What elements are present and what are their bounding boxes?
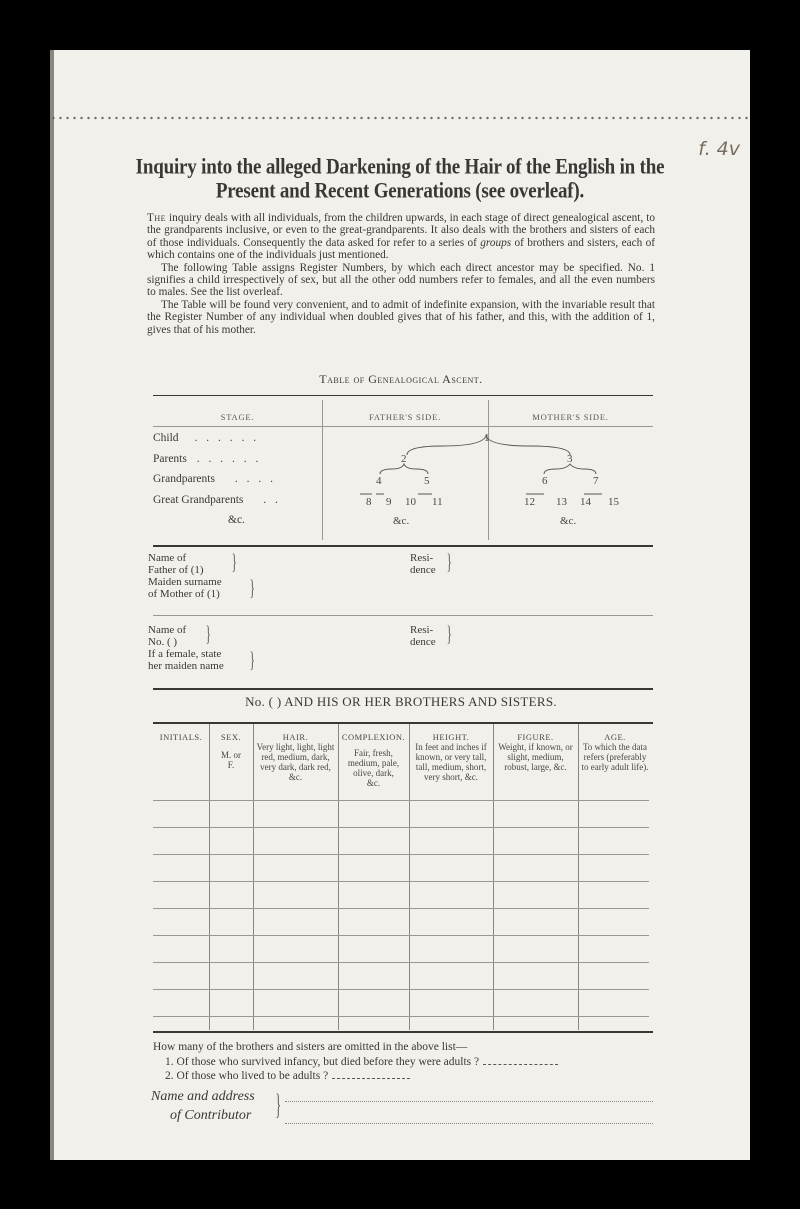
ascent-tree bbox=[322, 428, 652, 540]
title-line-2: Present and Recent Generations (see overleaf). bbox=[215, 179, 585, 204]
omitted-q2-field[interactable] bbox=[332, 1078, 410, 1079]
contributor-label-1: Name and address bbox=[151, 1089, 255, 1104]
column-figure: FIGURE. Weight, if known, or slight, medium, robust, large, &c. bbox=[498, 732, 573, 772]
father-etc: &c. bbox=[393, 515, 410, 527]
genealogy-bottom-rule bbox=[153, 545, 653, 547]
grandparent-number: 4 bbox=[376, 475, 382, 487]
column-sex: SEX. M. or F. bbox=[220, 732, 242, 770]
form-title bbox=[130, 155, 670, 203]
grandparent-number: 7 bbox=[593, 475, 599, 487]
subject-name-field[interactable] bbox=[215, 622, 395, 648]
omitted-q2: 2. Of those who lived to be adults ? bbox=[165, 1069, 410, 1084]
grandparent-number: 6 bbox=[542, 475, 548, 487]
great-grandparent-number: 13 bbox=[556, 496, 567, 508]
perforation-line bbox=[50, 116, 750, 120]
subject-name-label: Name of No. ( ) If a female, state her maiden name bbox=[148, 624, 224, 672]
parent-mother-number: 3 bbox=[567, 453, 573, 465]
subject-separator bbox=[153, 688, 653, 690]
genealogy-top-rule bbox=[153, 395, 653, 396]
parents-residence-field[interactable] bbox=[460, 550, 650, 576]
genealogy-header-rule bbox=[153, 426, 653, 427]
column-height: HEIGHT. In feet and inches if known, or very tall, tall, medium, short, very short, &c. bbox=[415, 732, 487, 782]
intro-text bbox=[147, 212, 655, 336]
father-name-label: Name of Father of (1) Maiden surname of Mother of (1) bbox=[148, 552, 222, 600]
omitted-q1: 1. Of those who survived infancy, but died before they were adults ? bbox=[165, 1055, 558, 1070]
intro-lead: The bbox=[147, 212, 167, 224]
great-grandparent-number: 10 bbox=[405, 496, 416, 508]
father-side-header: FATHER'S SIDE. bbox=[368, 412, 442, 422]
parent-father-number: 2 bbox=[401, 453, 407, 465]
siblings-bottom-rule bbox=[153, 1031, 653, 1033]
great-grandparent-number: 9 bbox=[386, 496, 392, 508]
grandparent-number: 5 bbox=[424, 475, 430, 487]
subject-maiden-name-field[interactable] bbox=[260, 650, 397, 676]
stage-child: Child . . . . . . bbox=[153, 432, 260, 444]
stage-list bbox=[153, 428, 281, 531]
mother-side-header: MOTHER'S SIDE. bbox=[532, 412, 609, 422]
great-grandparent-number: 12 bbox=[524, 496, 535, 508]
intro-paragraph-1: The inquiry deals with all individuals, from the children upwards, in each stage of direct genealogical ascent, to the grandparents inclusive, or even to the great-grandparents. It also deals with the brothers and sisters of each of those individuals. Consequently the data asked for refer to a series of groups of brothers and sisters, each of which contains one of the individuals just mentioned. bbox=[147, 212, 656, 262]
great-grandparent-number: 15 bbox=[608, 496, 619, 508]
contributor-label-2: of Contributor bbox=[170, 1108, 252, 1123]
genealogy-table-title: Table of Genealogical Ascent. bbox=[319, 372, 483, 386]
parents-residence-label: Resi- dence bbox=[410, 552, 436, 576]
great-grandparent-number: 8 bbox=[366, 496, 372, 508]
intro-paragraph-3: The Table will be found very convenient, and to admit of indefinite expansion, with the invariable result that the Register Number of any individual when doubled gives that of his father, and this, with the addition of 1, gives that of his mother. bbox=[147, 298, 655, 336]
column-age: AGE. To which the data refers (preferably to early adult life). bbox=[581, 732, 649, 772]
sheet-edge bbox=[50, 50, 54, 1160]
folio-mark: f. 4v bbox=[698, 138, 740, 160]
parents-separator bbox=[153, 615, 653, 616]
stage-parents: Parents . . . . . . bbox=[153, 452, 262, 465]
great-grandparent-number: 14 bbox=[580, 496, 591, 508]
omitted-question: How many of the brothers and sisters are omitted in the above list— bbox=[153, 1041, 468, 1053]
omitted-q1-field[interactable] bbox=[483, 1064, 558, 1065]
child-number: 1 bbox=[484, 432, 490, 444]
subject-residence-field[interactable] bbox=[460, 622, 650, 648]
subject-residence-label: Resi- dence bbox=[410, 624, 436, 648]
column-hair: HAIR. Very light, light, light red, medium, dark, very dark, dark red, &c. bbox=[256, 732, 335, 782]
father-brace bbox=[380, 464, 428, 474]
column-complexion: COMPLEXION. Fair, fresh, medium, pale, olive, dark, &c. bbox=[341, 732, 406, 788]
column-initials: INITIALS. bbox=[159, 732, 203, 742]
mother-maiden-name-field[interactable] bbox=[260, 578, 397, 604]
title-line-1: Inquiry into the alleged Darkening of the Hair of the English in the bbox=[135, 154, 665, 179]
stage-etc: &c. bbox=[228, 514, 245, 526]
stage-grandparents: Grandparents . . . . bbox=[153, 473, 276, 485]
siblings-entry-area[interactable] bbox=[153, 801, 649, 1031]
stage-great-grandparents: Great Grandparents . . bbox=[153, 493, 281, 506]
contributor-line-1[interactable] bbox=[285, 1100, 653, 1102]
mother-etc: &c. bbox=[560, 515, 577, 527]
intro-paragraph-2: The following Table assigns Register Numbers, by which each direct ancestor may be specified. No. 1 signifies a child irrespectively of sex, but all the other odd numbers refer to females, and all the even numbers to males. See the list overleaf. bbox=[147, 261, 655, 299]
contributor-line-2[interactable] bbox=[285, 1122, 653, 1124]
siblings-table-title: No. ( ) AND HIS OR HER BROTHERS AND SISTERS. bbox=[245, 694, 557, 709]
great-grandparent-number: 11 bbox=[432, 496, 443, 508]
stage-header: STAGE. bbox=[220, 412, 255, 422]
father-name-field[interactable] bbox=[257, 550, 397, 576]
mother-brace bbox=[544, 464, 596, 474]
